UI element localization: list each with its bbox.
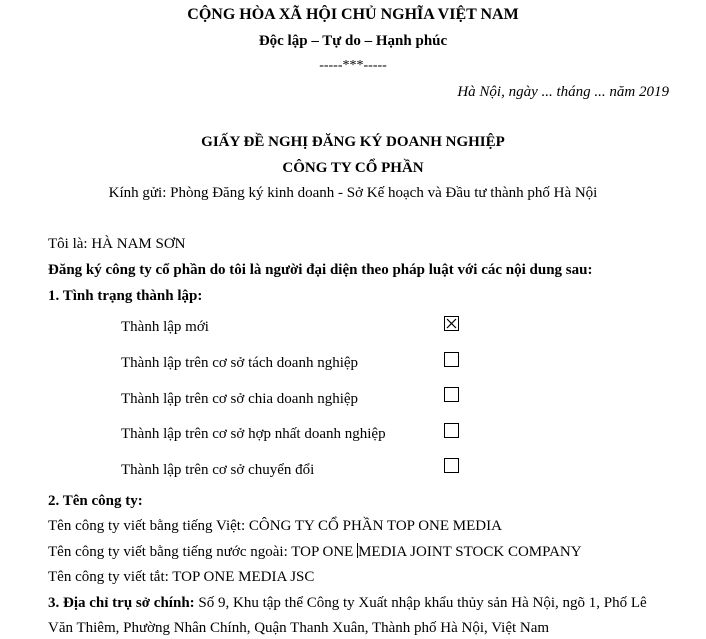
option-label: Thành lập trên cơ sở tách doanh nghiệp <box>121 355 359 371</box>
option-label: Thành lập mới <box>121 319 209 335</box>
header-divider: -----***----- <box>319 58 387 73</box>
document-title: GIẤY ĐỀ NGHỊ ĐĂNG KÝ DOANH NGHIỆP <box>201 134 505 150</box>
address-text-1: Số 9, Khu tập thể Công ty Xuất nhập khẩu thủy sản Hà Nội, ngõ 1, Phố Lê <box>194 595 647 611</box>
address-line-2: Văn Thiêm, Phường Nhân Chính, Quận Thanh Xuân, Thành phố Hà Nội, Việt Nam <box>48 620 550 636</box>
option-checkbox[interactable] <box>444 423 459 438</box>
national-motto: Độc lập – Tự do – Hạnh phúc <box>258 33 448 49</box>
option-label: Thành lập trên cơ sở chia doanh nghiệp <box>121 391 359 407</box>
applicant-intro: Tôi là: HÀ NAM SƠN <box>48 236 186 252</box>
document-subtitle: CÔNG TY CỔ PHẦN <box>282 160 424 176</box>
option-checkbox[interactable] <box>444 316 459 331</box>
option-checkbox[interactable] <box>444 458 459 473</box>
section3-heading: 3. Địa chỉ trụ sở chính: <box>48 595 195 611</box>
section1-heading: 1. Tình trạng thành lập: <box>48 288 203 304</box>
option-label: Thành lập trên cơ sở chuyển đổi <box>121 462 315 478</box>
applicant-statement: Đăng ký công ty cổ phần do tôi là người đại diện theo pháp luật với các nội dung sau: <box>48 262 593 278</box>
foreign-name-part1: Tên công ty viết bằng tiếng nước ngoài: TOP ONE <box>48 544 358 560</box>
checked-x-icon <box>445 317 458 330</box>
address-line-1 <box>48 595 647 612</box>
option-checkbox[interactable] <box>444 387 459 402</box>
recipient-line: Kính gửi: Phòng Đăng ký kinh doanh - Sở Kế hoạch và Đầu tư thành phố Hà Nội <box>108 185 598 201</box>
option-label: Thành lập trên cơ sở hợp nhất doanh nghiệp <box>121 426 386 442</box>
option-checkbox[interactable] <box>444 352 459 367</box>
company-name-short: Tên công ty viết tắt: TOP ONE MEDIA JSC <box>48 569 315 585</box>
place-date: Hà Nội, ngày ... tháng ... năm 2019 <box>457 84 669 100</box>
foreign-name-part2: MEDIA JOINT STOCK COMPANY <box>358 544 582 560</box>
nation-name: CỘNG HÒA XÃ HỘI CHỦ NGHĨA VIỆT NAM <box>187 6 519 23</box>
company-name-vietnamese: Tên công ty viết bằng tiếng Việt: CÔNG TY CỔ PHẦN TOP ONE MEDIA <box>48 518 502 534</box>
company-name-foreign <box>48 543 582 561</box>
section2-heading: 2. Tên công ty: <box>48 493 143 509</box>
